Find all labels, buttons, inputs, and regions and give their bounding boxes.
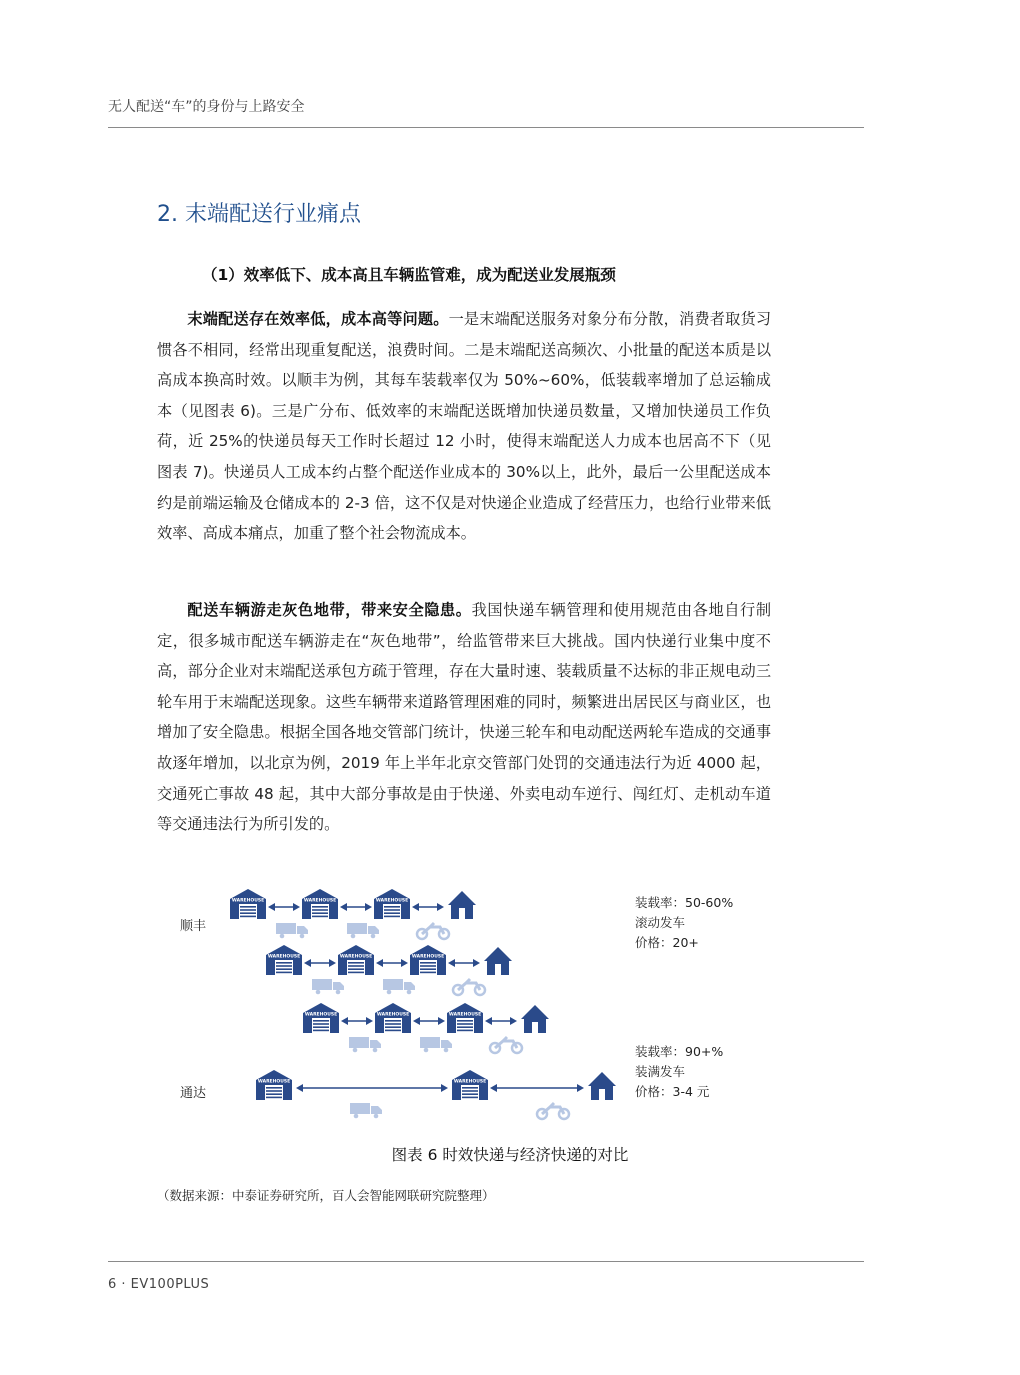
- truck-icon: [276, 923, 308, 938]
- warehouse-icon: [374, 889, 410, 919]
- notes-economy: [635, 1042, 723, 1102]
- paragraph-body: 我国快递车辆管理和使用规范由各地自行制定，很多城市配送车辆游走在“灰色地带”，给监管带来巨大挑战。国内快递行业集中度不高，部分企业对末端配送承包方疏于管理，存在大量时速、装载质量不达标的非正规电动三轮车用于末端配送现象。这些车辆带来道路管理困难的同时，频繁进出居民区与商业区，也增加了安全隐患。根据全国各地交管部门统计，快递三轮车和电动配送两轮车造成的交通事故逐年增加，以北京为例，2019 年上半年北京交管部门处罚的交通违法行为近 4000 起，交通死亡事故 48 起，其中大部分事故是由于快递、外卖电动车逆行、闯红灯、走机动车道等交通违法行为所引发的。: [157, 601, 772, 834]
- paragraph-body: 一是末端配送服务对象分布分散，消费者取货习惯各不相同，经常出现重复配送，浪费时间。二是末端配送高频次、小批量的配送本质是以高成本换高时效。以顺丰为例，其每车装载率仅为 50%~60%，低装载率增加了总运输成本（见图表 6)。三是广分布、低效率的末端配送既增加快递员数量，又增加快递员工作负荷，近 25%的快递员每天工作时长超过 12 小时，使得末端配送人力成本也居高不下（见图表 7)。快递员人工成本约占整个配送作业成本的 30%以上，此外，最后一公里配送成本约是前端运输及仓储成本的 2-3 倍，这不仅是对快递企业造成了经营压力，也给行业带来低效率、高成本痛点，加重了整个社会物流成本。: [157, 310, 772, 543]
- house-icon: [484, 947, 512, 975]
- warehouse-icon: [410, 945, 446, 975]
- svg-text:WAREHOUSE: WAREHOUSE: [375, 898, 409, 904]
- page-footer: 6 · EV100PLUS: [108, 1277, 210, 1292]
- notes-express: [635, 893, 733, 953]
- footer-divider: [108, 1261, 864, 1262]
- label-tongda: 通达: [180, 1086, 207, 1101]
- warehouse-icon: [338, 945, 374, 975]
- house-icon: [588, 1072, 616, 1100]
- note-dispatch: 装满发车: [635, 1064, 686, 1079]
- delivery-comparison-figure: [170, 885, 790, 1125]
- svg-text:WAREHOUSE: WAREHOUSE: [339, 954, 373, 960]
- svg-text:WAREHOUSE: WAREHOUSE: [453, 1079, 487, 1085]
- warehouse-icon: [375, 1003, 411, 1033]
- svg-text:WAREHOUSE: WAREHOUSE: [304, 1012, 338, 1018]
- motorcycle-icon: [537, 1103, 569, 1119]
- svg-text:WAREHOUSE: WAREHOUSE: [376, 1012, 410, 1018]
- sub-heading: （1）效率低下、成本高且车辆监管难，成为配送业发展瓶颈: [202, 266, 616, 284]
- paragraph-safety: [157, 595, 771, 840]
- double-arrow-icon: [412, 903, 444, 911]
- double-arrow-icon: [485, 1017, 517, 1025]
- truck-icon: [420, 1037, 452, 1052]
- note-price: 价格：20+: [635, 935, 699, 950]
- running-header: 无人配送“车”的身份与上路安全: [108, 99, 305, 115]
- figure-source: （数据来源：中泰证券研究所，百人会智能网联研究院整理）: [157, 1188, 495, 1203]
- truck-icon: [347, 923, 379, 938]
- double-arrow-icon: [296, 1084, 448, 1092]
- warehouse-icon: [230, 889, 266, 919]
- paragraph-efficiency: [157, 304, 771, 549]
- paragraph-lead: 配送车辆游走灰色地带，带来安全隐患。: [187, 601, 472, 619]
- double-arrow-icon: [341, 1017, 373, 1025]
- paragraph-lead: 末端配送存在效率低，成本高等问题。: [187, 310, 449, 328]
- note-price: 价格：3-4 元: [635, 1084, 710, 1099]
- svg-text:WAREHOUSE: WAREHOUSE: [257, 1079, 291, 1085]
- double-arrow-icon: [490, 1084, 584, 1092]
- note-load-rate: 装载率：90+%: [635, 1044, 724, 1059]
- note-load-rate: 装载率：50-60%: [635, 895, 734, 910]
- motorcycle-icon: [453, 979, 485, 995]
- truck-icon: [312, 979, 344, 994]
- truck-icon: [349, 1037, 381, 1052]
- svg-text:WAREHOUSE: WAREHOUSE: [411, 954, 445, 960]
- warehouse-icon: [447, 1003, 483, 1033]
- warehouse-icon: [452, 1070, 488, 1100]
- svg-text:WAREHOUSE: WAREHOUSE: [231, 898, 265, 904]
- double-arrow-icon: [340, 903, 372, 911]
- double-arrow-icon: [448, 959, 480, 967]
- svg-text:WAREHOUSE: WAREHOUSE: [448, 1012, 482, 1018]
- warehouse-icon: [256, 1070, 292, 1100]
- truck-icon: [383, 979, 415, 994]
- svg-text:WAREHOUSE: WAREHOUSE: [267, 954, 301, 960]
- warehouse-icon: [302, 889, 338, 919]
- truck-icon: [350, 1103, 382, 1118]
- motorcycle-icon: [417, 923, 449, 939]
- double-arrow-icon: [304, 959, 336, 967]
- note-dispatch: 滚动发车: [635, 915, 686, 930]
- section-heading: 2. 末端配送行业痛点: [157, 202, 361, 227]
- warehouse-icon: [303, 1003, 339, 1033]
- double-arrow-icon: [376, 959, 408, 967]
- double-arrow-icon: [413, 1017, 445, 1025]
- svg-text:WAREHOUSE: WAREHOUSE: [303, 898, 337, 904]
- house-icon: [448, 891, 476, 919]
- warehouse-icon: [266, 945, 302, 975]
- header-divider: [108, 127, 864, 128]
- double-arrow-icon: [268, 903, 300, 911]
- figure-caption: 图表 6 时效快递与经济快递的对比: [391, 1146, 629, 1164]
- house-icon: [521, 1005, 549, 1033]
- motorcycle-icon: [490, 1037, 522, 1053]
- label-sf: 顺丰: [180, 919, 207, 934]
